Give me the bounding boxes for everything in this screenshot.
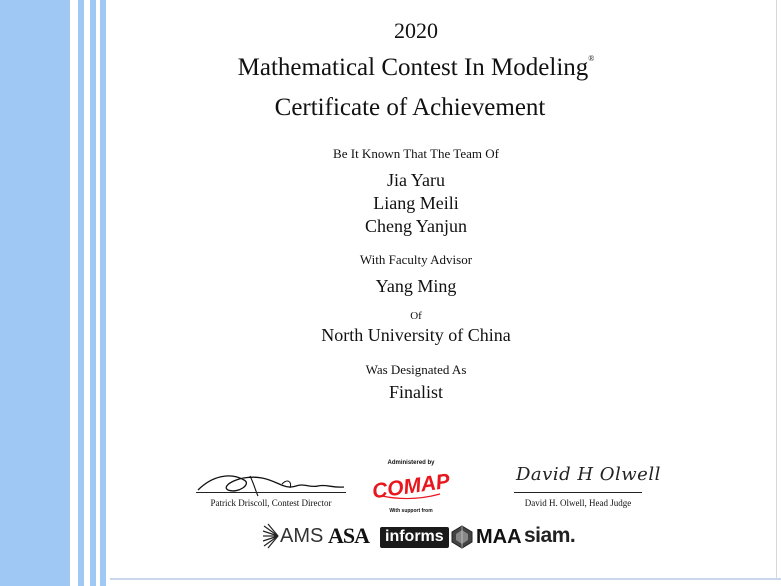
advisor-name: Yang Ming (375, 276, 457, 296)
institution-name: North University of China (321, 325, 511, 345)
of-label: Of (410, 310, 422, 322)
head-judge-signature: David H Olwell (516, 464, 661, 485)
comap-logo-block (370, 460, 452, 514)
team-member: Liang Meili (373, 193, 459, 213)
designation-label: Was Designated As (365, 362, 467, 377)
comap-logo-text: COMAP (370, 469, 452, 504)
maa-logo-text: MAA (476, 526, 522, 548)
asa-logo: ASA (328, 523, 370, 548)
ams-logo-text: AMS (280, 525, 324, 547)
registered-mark: ® (588, 54, 595, 63)
administered-by-label: Administered by (387, 460, 435, 466)
certificate-title (110, 54, 722, 82)
contest-director-signature (192, 466, 350, 498)
left-border-stripe (78, 0, 84, 586)
maa-logo (450, 523, 520, 553)
team-member: Jia Yaru (386, 170, 445, 190)
team-member: Cheng Yanjun (364, 216, 467, 236)
head-judge-caption: David H. Olwell, Head Judge (524, 498, 632, 508)
maa-polyhedron-icon (450, 525, 474, 549)
left-border-stripe (100, 0, 106, 586)
bottom-border (110, 578, 781, 580)
support-label: With support from (389, 508, 433, 514)
ams-burst-icon (262, 523, 280, 549)
left-border-stripe (90, 0, 96, 586)
certificate-year: 2020 (394, 18, 438, 43)
ams-logo (262, 521, 322, 553)
sponsor-logos (262, 521, 592, 553)
designation-value: Finalist (388, 382, 443, 402)
contest-director-caption: Patrick Driscoll, Contest Director (210, 498, 332, 508)
intro-text: Be It Known That The Team Of (333, 146, 499, 161)
informs-logo: informs (380, 527, 449, 548)
left-border-stripe-wide (0, 0, 70, 586)
contest-name: Mathematical Contest In Modeling (237, 54, 589, 81)
certificate-subtitle: Certificate of Achievement (274, 94, 546, 121)
comap-logo (370, 466, 452, 504)
right-border (776, 0, 777, 578)
signature-line-left (196, 492, 346, 493)
signature-line-right (514, 492, 642, 493)
siam-logo: siam. (524, 524, 576, 547)
advisor-label: With Faculty Advisor (359, 252, 473, 267)
